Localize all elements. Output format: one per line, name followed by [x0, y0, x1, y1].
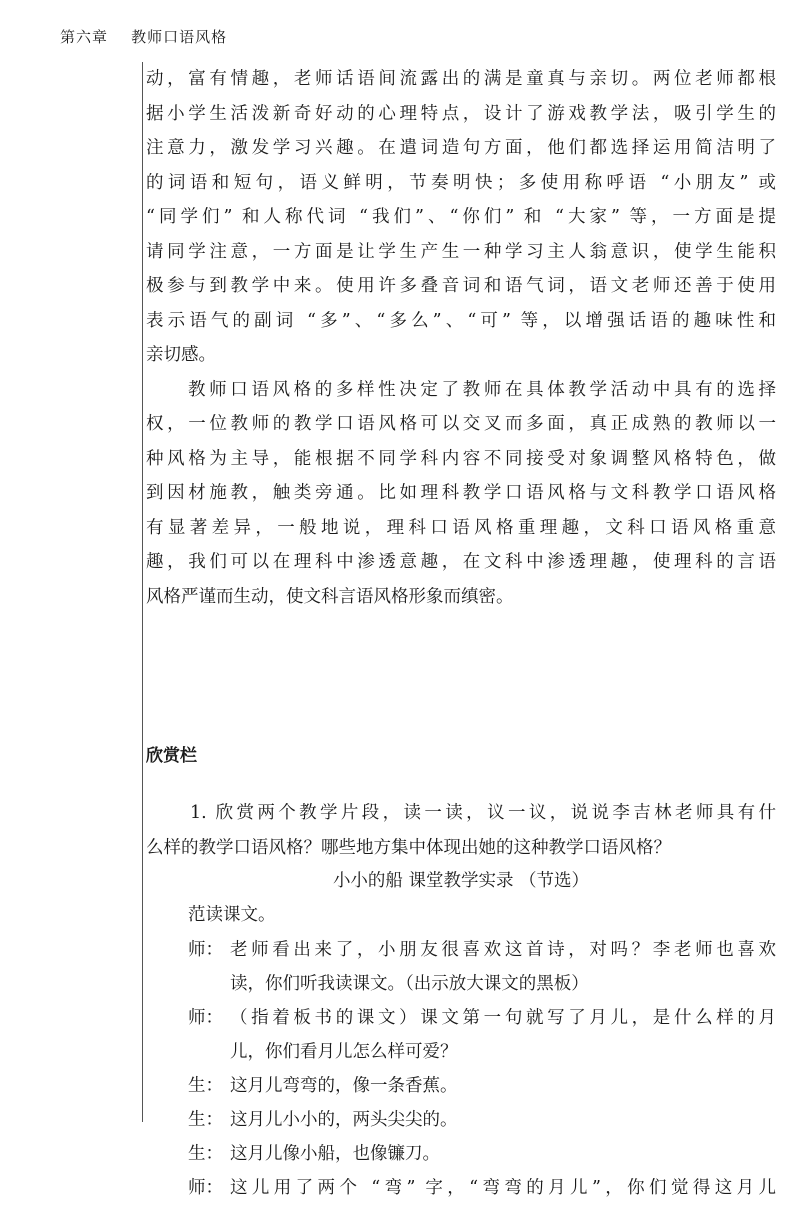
question-line: 1. 欣赏两个教学片段，读一读，议一议，说说李吉林老师具有什	[190, 803, 776, 823]
text-line: 趣，我们可以在理科中渗透意趣，在文科中渗透理趣，使理科的言语	[146, 552, 776, 572]
paragraph-2	[146, 373, 776, 615]
utterance: 老师看出来了，小朋友很喜欢这首诗，对吗？李老师也喜欢	[230, 939, 776, 960]
utterance: 这月儿弯弯的，像一条香蕉。	[230, 1075, 458, 1096]
speaker-label: 师：	[188, 1007, 223, 1028]
paragraph-1	[146, 62, 776, 373]
text-line: 到因材施教，触类旁通。比如理科教学口语风格与文科教学口语风格	[146, 483, 776, 503]
text-line: 极参与到教学中来。使用许多叠音词和语气词，语文老师还善于使用	[146, 276, 776, 296]
utterance-continuation: 儿，你们看月儿怎么样可爱？	[230, 1041, 458, 1062]
dialog-line	[146, 933, 776, 967]
blank-space	[146, 614, 776, 738]
case-title: 小小的船 课堂教学实录 （节选）	[332, 871, 590, 891]
dialog-line	[146, 1069, 776, 1103]
text-line: 种风格为主导，能根据不同学科内容不同接受对象调整风格特色，做	[146, 448, 776, 469]
section-title: 欣赏栏	[146, 746, 197, 766]
text-line: 表示语气的副词 “多”、“多么”、“可” 等，以增强话语的趣味性和	[146, 310, 776, 331]
utterance: 这月儿小小的，两头尖尖的。	[230, 1109, 458, 1130]
speaker-label: 师：	[188, 1177, 223, 1198]
intro-line: 范读课文。	[188, 905, 276, 925]
speaker-label: 师：	[188, 939, 223, 960]
speaker-label: 生：	[188, 1109, 223, 1130]
text-line: 有显著差异，一般地说，理科口语风格重理趣，文科口语风格重意	[146, 517, 776, 538]
dialog-line	[146, 1137, 776, 1171]
text-line: 注意力，激发学习兴趣。在遣词造句方面，他们都选择运用简洁明了	[146, 138, 776, 158]
text-line: 的词语和短句，语义鲜明，节奏明快；多使用称呼语 “小朋友” 或	[146, 172, 776, 193]
page-body	[146, 62, 776, 1205]
text-line: 教师口语风格的多样性决定了教师在具体教学活动中具有的选择	[188, 379, 776, 400]
utterance: （指着板书的课文）课文第一句就写了月儿，是什么样的月	[230, 1007, 776, 1028]
dialog-line	[146, 1103, 776, 1137]
utterance: 这儿用了两个 “弯” 字，“弯弯的月儿”，你们觉得这月儿	[230, 1177, 776, 1198]
speaker-label: 生：	[188, 1143, 223, 1164]
text-line: 动，富有情趣，老师话语间流露出的满是童真与亲切。两位老师都根	[146, 69, 776, 89]
utterance-continuation: 读，你们听我读课文。（出示放大课文的黑板）	[230, 973, 589, 994]
dialog-line	[146, 1001, 776, 1035]
chapter-header: 第六章 教师口语风格	[60, 28, 228, 46]
question-line: 么样的教学口语风格？哪些地方集中体现出她的这种教学口语风格？	[146, 837, 671, 858]
text-line: 风格严谨而生动，使文科言语风格形象而缜密。	[146, 586, 514, 607]
text-line: 亲切感。	[146, 345, 216, 365]
utterance: 这月儿像小船，也像镰刀。	[230, 1143, 440, 1164]
speaker-label: 生：	[188, 1075, 223, 1096]
dialog-line	[146, 1171, 776, 1205]
text-line: 权，一位教师的教学口语风格可以交叉而多面，真正成熟的教师以一	[146, 414, 776, 434]
text-line: 据小学生活泼新奇好动的心理特点，设计了游戏教学法，吸引学生的	[146, 103, 776, 124]
text-line: “同学们” 和人称代词 “我们”、“你们” 和 “大家” 等，一方面是提	[146, 207, 776, 227]
margin-rule	[142, 62, 143, 1122]
text-line: 请同学注意，一方面是让学生产生一种学习主人翁意识，使学生能积	[146, 241, 776, 262]
